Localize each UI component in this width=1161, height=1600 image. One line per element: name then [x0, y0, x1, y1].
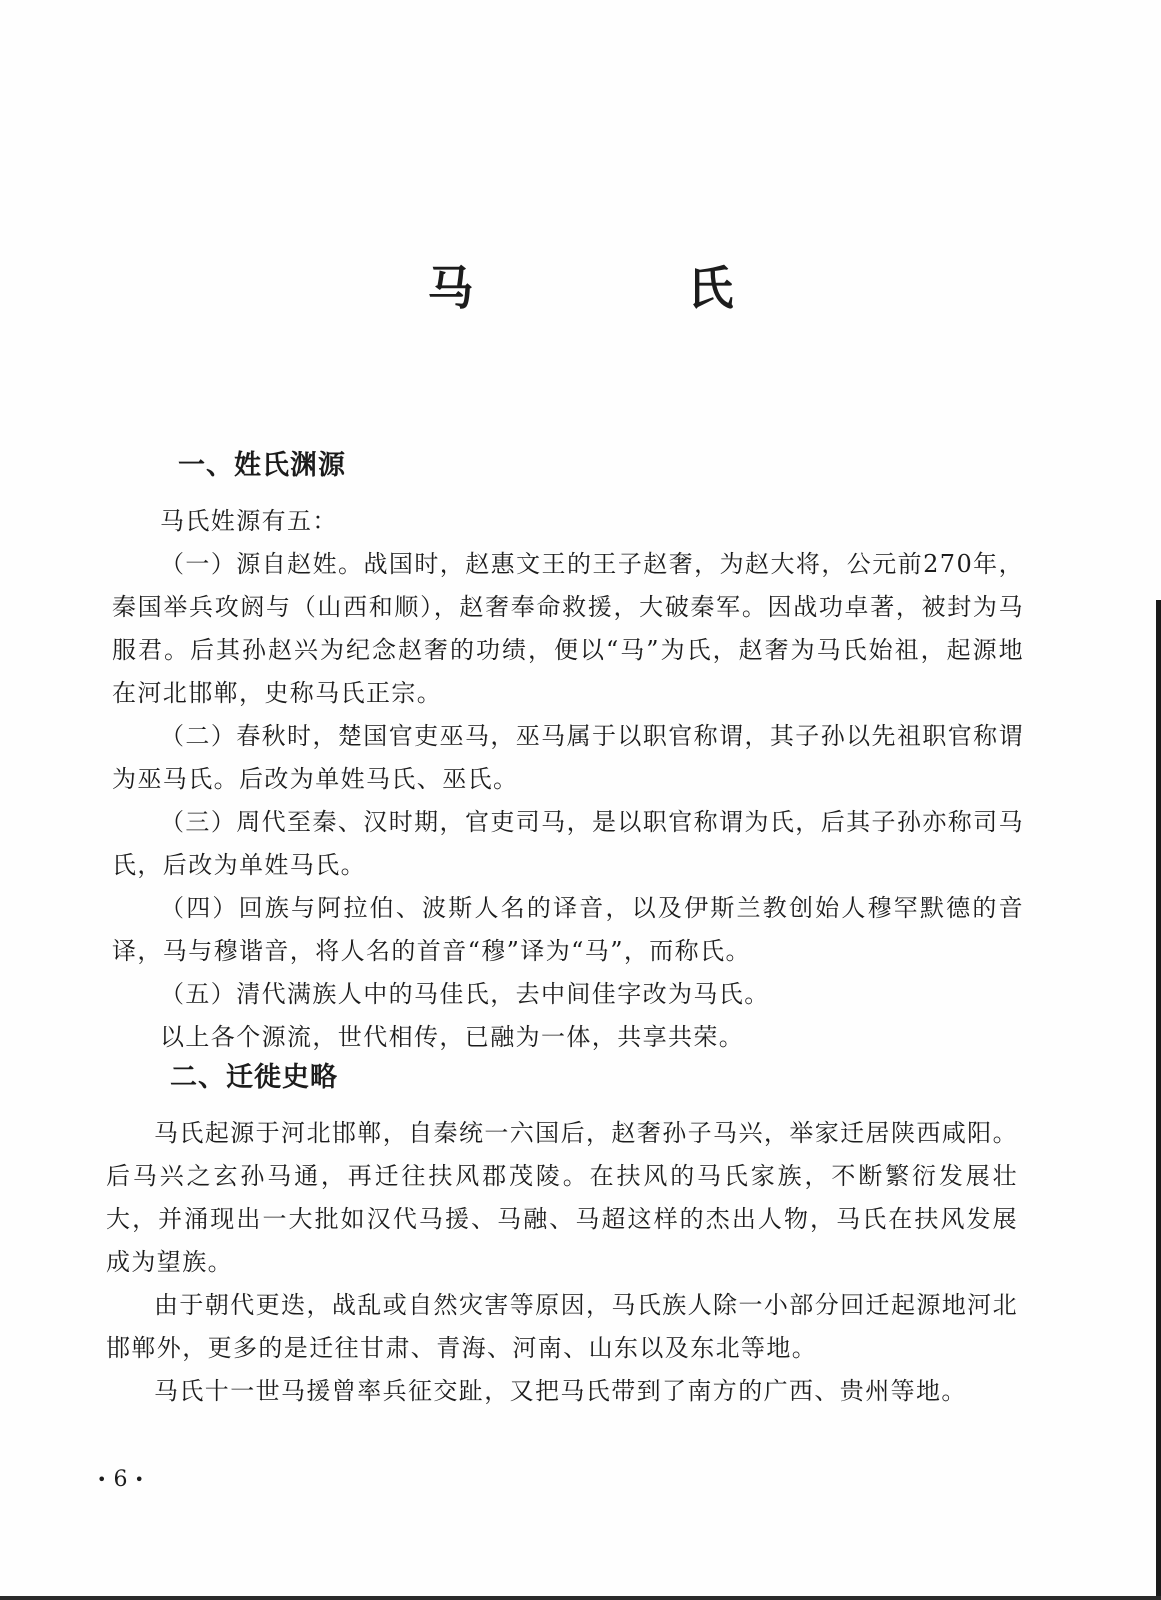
paragraph: 马氏姓源有五： [160, 507, 338, 535]
paragraph: 以上各个源流，世代相传，已融为一体，共享共荣。 [160, 1023, 745, 1051]
section-body-origins [112, 500, 1024, 1059]
section-heading-origins: 一、姓氏渊源 [178, 450, 346, 481]
page-title: 马 氏 [427, 261, 818, 315]
page-number-value: 6 [113, 1467, 128, 1492]
paragraph: （五）清代满族人中的马佳氏，去中间佳字改为马氏。 [160, 980, 770, 1008]
page-number [97, 1469, 144, 1491]
paragraph: 马氏起源于河北邯郸，自秦统一六国后，赵奢孙子马兴，举家迁居陕西咸阳。后马兴之玄孙马通，再迁往扶风郡茂陵。在扶风的马氏家族，不断繁衍发展壮大，并涌现出一大批如汉代马援、马融、马超这样的杰出人物，马氏在扶风发展成为望族。 [106, 1119, 1018, 1276]
scan-edge-shadow [1156, 600, 1161, 1600]
paragraph: 由于朝代更迭，战乱或自然灾害等原因，马氏族人除一小部分回迁起源地河北邯郸外，更多的是迁往甘肃、青海、河南、山东以及东北等地。 [106, 1291, 1018, 1362]
paragraph: （二）春秋时，楚国官吏巫马，巫马属于以职官称谓，其子孙以先祖职官称谓为巫马氏。后改为单姓马氏、巫氏。 [112, 722, 1024, 793]
page-number-marker-left: • [97, 1470, 107, 1489]
section-body-migration [106, 1112, 1018, 1413]
paragraph: （三）周代至秦、汉时期，官吏司马，是以职官称谓为氏，后其子孙亦称司马氏，后改为单姓马氏。 [112, 808, 1024, 879]
paragraph: （四）回族与阿拉伯、波斯人名的译音，以及伊斯兰教创始人穆罕默德的音译，马与穆谐音，将人名的首音“穆”译为“马”，而称氏。 [112, 894, 1024, 965]
scan-edge-bottom [0, 1596, 1161, 1600]
page-number-marker-right: • [134, 1470, 144, 1489]
paragraph: 马氏十一世马援曾率兵征交趾，又把马氏带到了南方的广西、贵州等地。 [154, 1377, 967, 1405]
section-heading-migration: 二、迁徙史略 [170, 1062, 338, 1093]
paragraph: （一）源自赵姓。战国时，赵惠文王的王子赵奢，为赵大将，公元前270年，秦国举兵攻阏与（山西和顺），赵奢奉命救援，大破秦军。因战功卓著，被封为马服君。后其孙赵兴为纪念赵奢的功绩，便以“马”为氏，赵奢为马氏始祖，起源地在河北邯郸，史称马氏正宗。 [112, 550, 1024, 707]
